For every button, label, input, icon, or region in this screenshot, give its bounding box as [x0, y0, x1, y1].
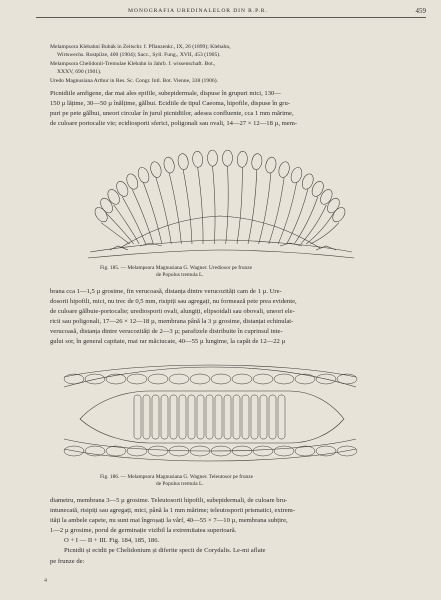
caption-line: Fig. 186. — Melampsora Magnusiana G. Wagner. Teleutosor pe frunze: [100, 474, 254, 480]
caption-line: de Populus tremula L.: [156, 272, 204, 278]
reference-line: Melampsora Klebahni Bubák in Zeitschr. f. Pflanzenkr., IX, 26 (1899); Klebahn,: [50, 44, 231, 50]
text-line: gului sor, în general capitate, mai rar măciucate, 40—55 µ lungime, la capăt de 12—22 µ: [50, 338, 286, 346]
paragraph-urediospores: [50, 287, 420, 348]
reference-line: Melampsora Chelidonii-Tremulae Klebahn in Jahrb. f. wissenschaft. Bot.,: [50, 60, 216, 67]
page-number: 459: [415, 7, 426, 15]
text-line: puri pe pete gălbui, uneori circular în jurul picnidiilor, adesea confluente, cca 1 mm mărime,: [50, 110, 294, 118]
caption-line: de Populus tremula L.: [156, 481, 204, 487]
synonym-references: [50, 44, 420, 86]
reference-line: Wirtswechs. Rostpilze, 400 (1904); Sacc., Syll. Fung., XVII, 453 (1905).: [57, 52, 221, 59]
reference-line: Uredo Magnusiana Arthur in Res. Sc. Congr. Intl. Bot. Vienne, 338 (1906).: [50, 77, 218, 84]
running-title: MONOGRAFIA UREDINALELOR DIN R.P.R.: [128, 8, 268, 14]
text-line: de culoare gălbuie-portocalie; urediosporii ovali, alungiți, elipsoidali sau obovali, uneori ele-: [50, 308, 295, 316]
reference-line: XXXV, 690 (1901).: [57, 69, 102, 76]
text-line: ități la ambele capete, nu sunt mai îngroșați la vârf, 40—55 × 7—10 µ, membrana subțire,: [50, 517, 288, 525]
text-line: intunecată, risipiți sau agregați, mici, până la 1 mm mărime; teleutosporii prismatici, extrem-: [50, 507, 295, 515]
text-line: de culoare portocalie vie; ecidiosporii sferici, poligonali sau ovali, 14—27 × 12—18 µ, mem-: [50, 120, 298, 128]
text-line: 150 µ lățime, 30—50 µ înălțime, gălbui. Ecidiile de tipul Caeoma, hipofile, dispuse în gru-: [50, 100, 290, 108]
text-line: verucoasă, distanța dintre verucozități de 2—3 µ; parafizele distribuite în cuprinsul inte-: [50, 328, 283, 336]
text-line: O + I — II + III. Fig. 184, 185, 186.: [64, 537, 160, 545]
text-line: brana cca 1—1,5 µ grosime, fin verucoasă, distanța dintre verucozități cam de 1 µ. Ure-: [50, 288, 282, 295]
text-line: pe frunze de:: [50, 557, 85, 565]
figure-185-caption: [100, 265, 370, 279]
figure-186-caption: [100, 474, 370, 488]
text-line: Picnidiile amfigene, dar mai ales epifile, subepidermale, dispuse în grupuri mici, 130—: [50, 90, 281, 97]
text-line: ricii sau poligonali, 17—26 × 12—18 µ, membrana până la 3 µ grosime, distanțat echinulat-: [50, 318, 294, 326]
paragraph-teleutospores: [50, 496, 420, 567]
margin-mark: 4: [44, 578, 47, 584]
text-line: dosorii hipofili, mici, nu trec de 0,5 mm, risipiți sau agregați, nu formează pete prea evidente,: [50, 298, 297, 306]
header-rule: [36, 17, 426, 18]
text-line: Picnidii și ecidii pe Chelidonium și diferite specii de Corydalis. Le-mi aflate: [64, 547, 266, 555]
figure-186-teleutosorus: [60, 357, 360, 469]
text-line: 1—2 µ grosime, porul de germinație vizibil la extremitatea superioară.: [50, 527, 237, 535]
figure-185-urediosorus: [80, 140, 360, 262]
caption-line: Fig. 185. — Melampsora Magnusiana G. Wagner. Urediosor pe frunze: [100, 265, 253, 271]
text-line: diametru, membrana 3—5 µ grosime. Teleutosorii hipofili, subepidermali, de culoare bru-: [50, 497, 288, 504]
paragraph-description: [50, 89, 420, 129]
